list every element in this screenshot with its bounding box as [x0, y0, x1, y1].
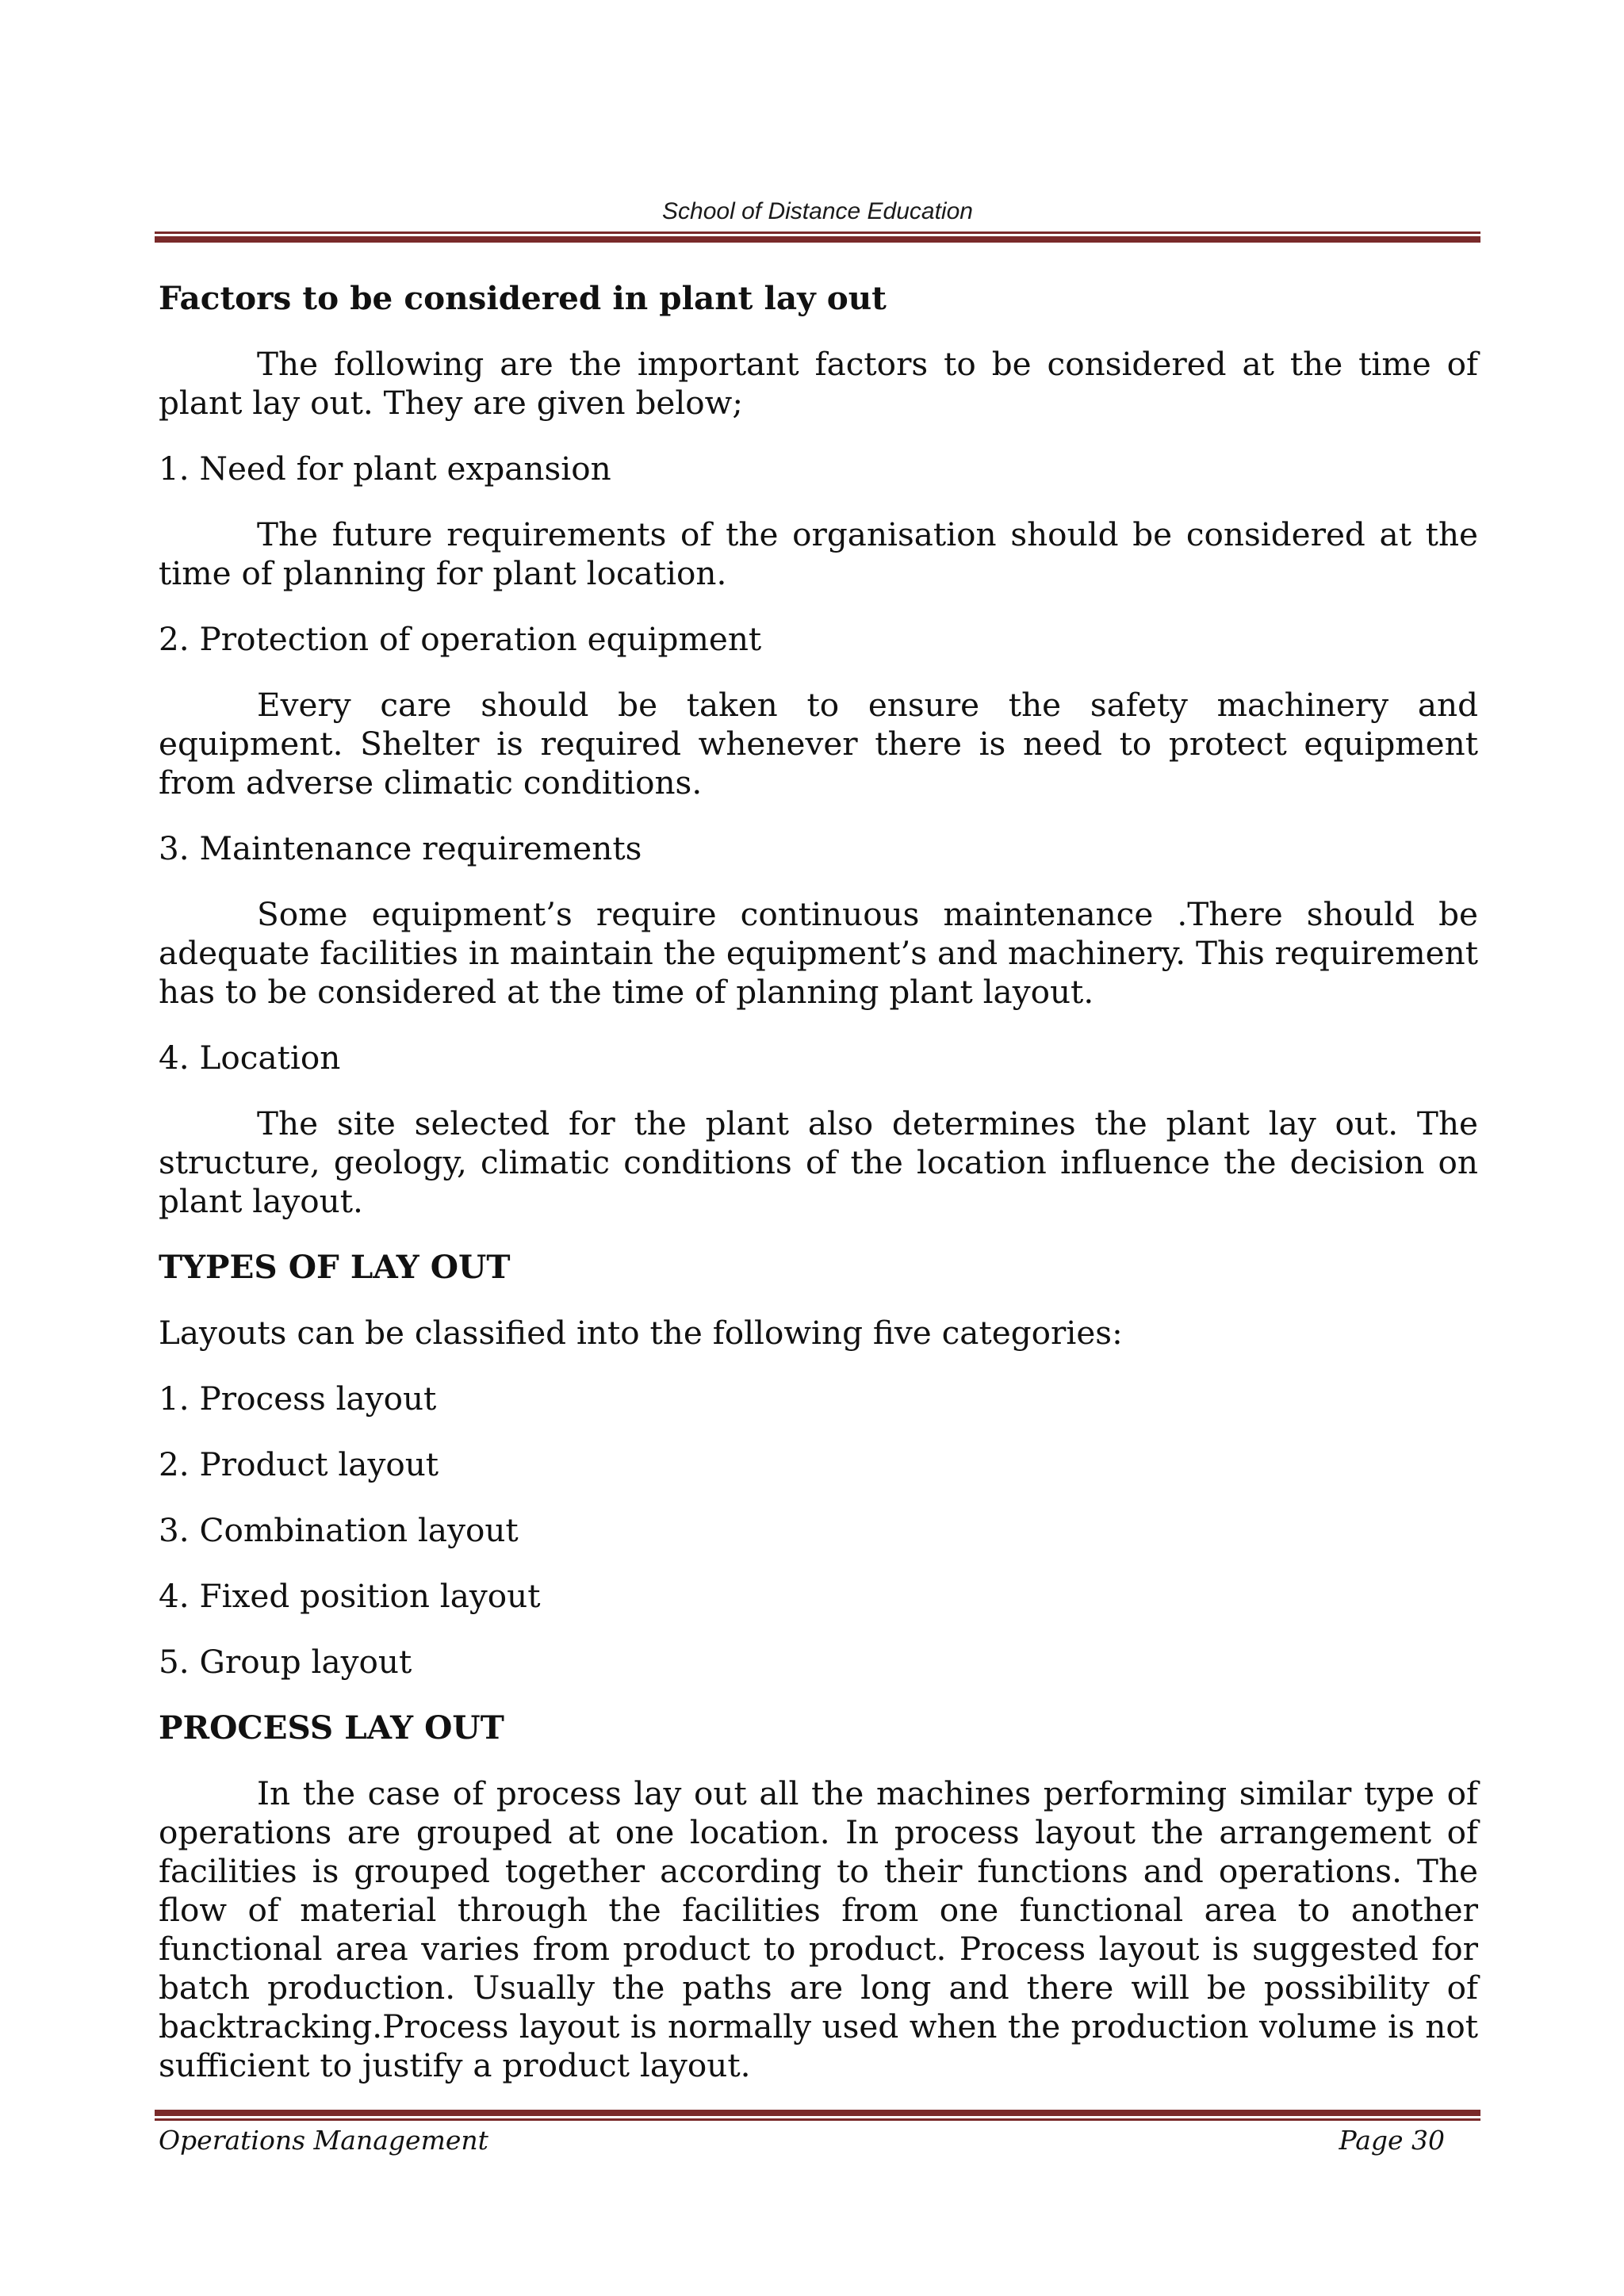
process-text: In the case of process lay out all the machines performing similar type of operations are grouped at one location. In process layout the arrangement of facilities is grouped together according to their functions and operations. The flow of material through the facilities from one functional area to another functional area varies from product to product. Process layout is suggested for batch production. Usually the paths are long and there will be possibility of backtracking.Process layout is normally used when the production volume is not sufficient to justify a product layout.: [159, 1774, 1478, 2084]
header-title: School of Distance Education: [662, 198, 973, 224]
types-intro: Layouts can be classified into the following five categories:: [159, 1314, 1123, 1352]
types-heading: TYPES OF LAY OUT: [159, 1248, 511, 1286]
main-content: [159, 279, 1478, 2112]
types-item-product: 2. Product layout: [159, 1445, 439, 1483]
factor-4-title: 4. Location: [159, 1039, 341, 1077]
footer-course-title: Operations Management: [159, 2125, 488, 2156]
factor-4-text: The site selected for the plant also determines the plant lay out. The structure, geology, climatic conditions of the location influence the decision on plant layout.: [159, 1104, 1478, 1220]
process-heading: PROCESS LAY OUT: [159, 1709, 504, 1747]
types-item-combination: 3. Combination layout: [159, 1511, 519, 1549]
footer-rule: [155, 2110, 1480, 2121]
types-item-process: 1. Process layout: [159, 1380, 437, 1418]
types-item-group: 5. Group layout: [159, 1643, 412, 1681]
factors-intro: The following are the important factors to be considered at the time of plant lay out. They are given below;: [159, 345, 1478, 422]
factor-1-text: The future requirements of the organisation should be considered at the time of planning for plant location.: [159, 515, 1478, 592]
factor-3-text: Some equipment’s require continuous maintenance .There should be adequate facilities in maintain the equipment’s and machinery. This requirement has to be considered at the time of planning plant layout.: [159, 895, 1479, 1011]
factor-2-title: 2. Protection of operation equipment: [159, 620, 762, 658]
factor-3-title: 3. Maintenance requirements: [159, 829, 642, 867]
footer-page-number: Page 30: [1339, 2125, 1445, 2156]
header-rule: [155, 232, 1480, 243]
factor-2-text: Every care should be taken to ensure the safety machinery and equipment. Shelter is required whenever there is need to protect equipment from adverse climatic conditions.: [159, 686, 1478, 802]
factor-1-title: 1. Need for plant expansion: [159, 450, 611, 488]
types-item-fixed-position: 4. Fixed position layout: [159, 1577, 541, 1615]
factors-heading: Factors to be considered in plant lay out: [159, 279, 887, 317]
